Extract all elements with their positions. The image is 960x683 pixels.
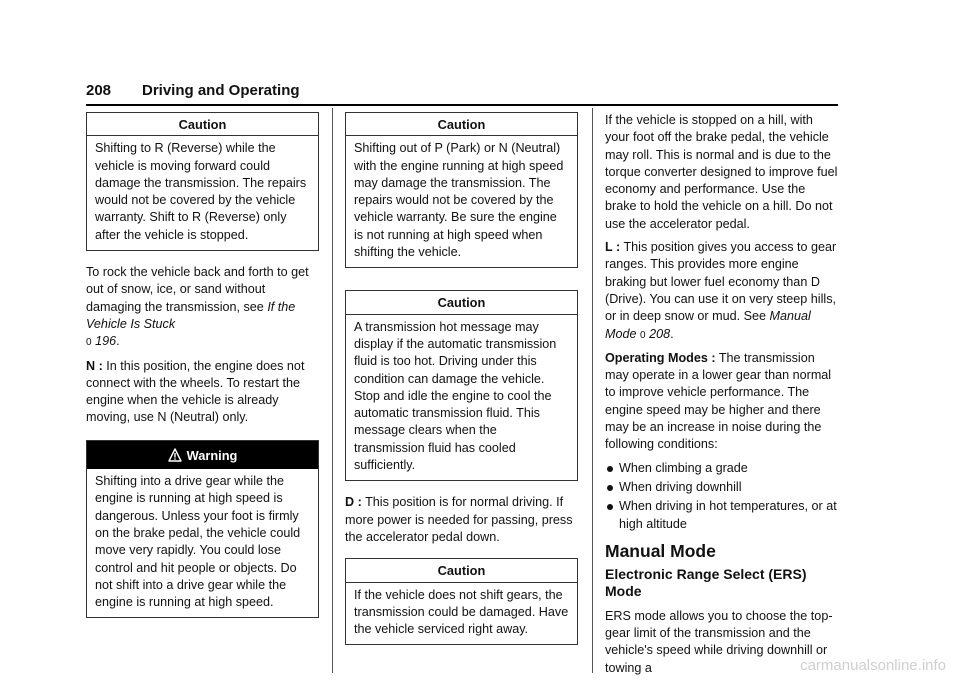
page-ref-arrow-icon: 0: [86, 337, 92, 349]
low-paragraph: L : This position gives you access to gear ranges. This provides more engine braking but lower fuel economy than D (Drive). You can use it on very steep hills, or in deep snow or mud. See Manual Mode 0 208.: [605, 240, 837, 341]
caution-title: Caution: [346, 559, 577, 582]
header-rule: [86, 104, 838, 106]
column-1: [86, 112, 319, 631]
list-item: When driving in hot temperatures, or at high altitude: [605, 498, 838, 533]
operating-modes-paragraph: Operating Modes : The transmission may operate in a lower gear than normal to improve vehicle performance. The engine speed may be higher and there may be an increase in noise during the following conditions:: [605, 350, 832, 452]
caution-text: Shifting out of P (Park) or N (Neutral) with the engine running at high speed may damage the transmission. The repairs would not be covered by the vehicle warranty. Be sure the engine is not running at high speed when shifting the vehicle.: [354, 141, 564, 260]
warning-box: [86, 440, 319, 619]
gear-label: L :: [605, 240, 621, 255]
list-item: When climbing a grade: [605, 460, 838, 477]
caution-title: Caution: [346, 113, 577, 136]
cross-reference-link[interactable]: Manual Mode: [605, 309, 811, 341]
caution-text: If the vehicle does not shift gears, the transmission could be damaged. Have the vehicle serviced right away.: [354, 587, 569, 637]
caution-title: Caution: [87, 113, 318, 136]
warning-text: Shifting into a drive gear while the engine is running at high speed is dangerous. Unless your foot is firmly on the brake pedal, the vehicle could move very rapidly. You could lose control and hit people or objects. Do not shift into a drive gear while the engine is running at high speed.: [95, 474, 301, 610]
caution-box: [345, 290, 578, 481]
warning-triangle-icon: [168, 448, 182, 462]
caution-text: A transmission hot message may display if the automatic transmission fluid is too hot. Driving under this condition can damage the vehicle. Stop and idle the engine to cool the automatic transmission fluid. This message clears when the transmission fluid has cooled sufficiently.: [354, 319, 557, 473]
conditions-list: [605, 460, 838, 533]
caution-text: Shifting to R (Reverse) while the vehicle is moving forward could damage the transmission. The repairs would not be covered by the vehicle warranty. Shift to R (Reverse) only after the vehicle is stopped.: [95, 141, 307, 242]
column-divider: [332, 108, 333, 673]
watermark: carmanualsonline.info: [800, 657, 946, 674]
page-number: 208: [86, 82, 112, 99]
caution-title: Caution: [346, 291, 577, 314]
caution-box: [345, 112, 578, 268]
page-reference[interactable]: 208: [649, 326, 671, 341]
cross-reference-link[interactable]: If the Vehicle Is Stuck: [86, 299, 296, 331]
warning-title: Warning: [87, 441, 318, 469]
ers-heading: Electronic Range Select (ERS) Mode: [605, 566, 807, 600]
hill-paragraph: If the vehicle is stopped on a hill, with your foot off the brake pedal, the vehicle may roll. This is normal and is due to the torque converter designed to improve fuel economy and performance. Use the brake to hold the vehicle on a hill. Do not use the accelerator pedal.: [605, 113, 838, 231]
gear-label: D :: [345, 495, 362, 510]
caution-box: [345, 558, 578, 645]
rock-paragraph: To rock the vehicle back and forth to get out of snow, ice, or sand without damaging the transmission, see If the Vehicle Is Stuck 0 196.: [86, 265, 309, 349]
manual-mode-heading: Manual Mode: [605, 540, 716, 561]
page-reference[interactable]: 196: [95, 334, 117, 349]
list-item: When driving downhill: [605, 479, 838, 496]
drive-paragraph: D : This position is for normal driving. If more power is needed for passing, press the accelerator pedal down.: [345, 495, 573, 544]
caution-box: [86, 112, 319, 251]
page-header: [86, 82, 838, 104]
term-label: Operating Modes :: [605, 350, 716, 365]
column-2: [345, 112, 578, 658]
ers-paragraph: ERS mode allows you to choose the top-gear limit of the transmission and the vehicle's speed while driving downhill or towing a: [605, 608, 833, 675]
page-ref-arrow-icon: 0: [640, 329, 646, 341]
gear-label: N :: [86, 358, 103, 373]
column-divider: [592, 108, 593, 673]
neutral-paragraph: N : In this position, the engine does not connect with the wheels. To restart the engine when the vehicle is already moving, use N (Neutral) only.: [86, 358, 305, 425]
section-title: Driving and Operating: [142, 82, 300, 99]
column-3: [605, 112, 838, 683]
